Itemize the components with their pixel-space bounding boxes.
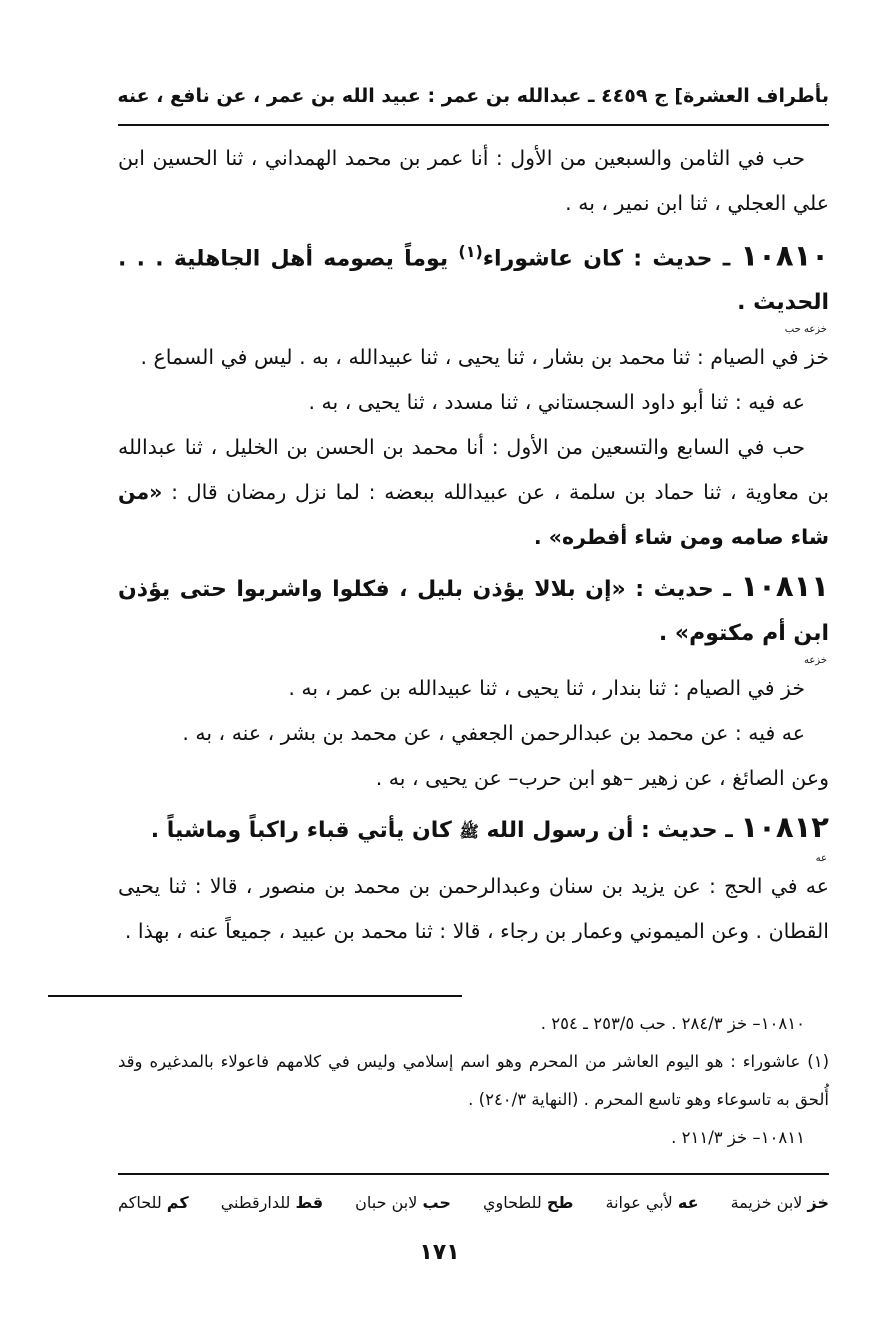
paragraph-ah-jufi: عه فيه : عن محمد بن عبدالرحمن الجعفي ، عن محمد بن بشر ، عنه ، به . (182, 721, 805, 746)
salawat-glyph: ﷺ (459, 822, 479, 842)
footnote-ashura: (١) عاشوراء : هو اليوم العاشر من المحرم وهو اسم إسلامي وليس في كلامهم فاعولاء بالمدغيره وقد أُلحق به تاسوعاء وهو تاسع المحرم . (النهاية ٢٤٠/٣) . (118, 1052, 829, 1109)
footnote-10811: ١٠٨١١– خز ٢١١/٣ . (671, 1128, 805, 1147)
paragraph-ah-hajj: عه في الحج : عن يزيد بن سنان وعبدالرحمن بن محمد بن منصور ، قالا : ثنا يحيى القطان . وعن الميموني وعمار بن رجاء ، قالا : ثنا محمد بن عبيد ، جميعاً عنه ، بهذا . (118, 874, 829, 944)
footnotes (118, 1005, 829, 1157)
header-rule (118, 124, 829, 126)
header-volume: بأطراف العشرة] ج ٩ (635, 85, 829, 107)
key-item: خز لابن خزيمة (730, 1192, 829, 1212)
paragraph-khz-siyam: خز في الصيام : ثنا محمد بن بشار ، ثنا يحيى ، ثنا عبيدالله ، به . ليس في السماع . (140, 345, 829, 370)
hadith-text: ـ حديث : كان عاشوراء (482, 246, 731, 272)
key-item: عه لأبي عوانة (605, 1192, 699, 1212)
paragraph-hib-97 (118, 425, 829, 560)
paragraph-text: حب في السابع والتسعين من الأول : أنا محمد بن الحسن بن الخليل ، ثنا عبدالله بن معاوية ، ثنا حماد بن سلمة ، عن عبيدالله ببعضه : لما نزل رمضان قال : (118, 435, 829, 505)
source-symbols: عه (815, 853, 827, 865)
hadith-number: ١٠٨١٢ (740, 810, 829, 845)
key-item: كم للحاكم (118, 1192, 189, 1212)
hadith-number: ١٠٨١١ (740, 569, 829, 604)
hadith-10810-heading (118, 230, 829, 335)
hadith-text: يوماً يصومه أهل الجاهلية . . . الحديث . (118, 246, 829, 316)
footnote-10810: ١٠٨١٠– خز ٢٨٤/٣ . حب ٢٥٣/٥ ـ ٢٥٤ . (540, 1014, 805, 1033)
hadith-text: ـ حديث : أن رسول الله (486, 818, 733, 844)
paragraph-ah-fihi: عه فيه : ثنا أبو داود السجستاني ، ثنا مسدد ، ثنا يحيى ، به . (308, 390, 805, 415)
key-item: طح للطحاوي (482, 1192, 574, 1212)
paragraph-hib-78: حب في الثامن والسبعين من الأول : أنا عمر بن محمد الهمداني ، ثنا الحسين ابن علي العجلي ، ثنا ابن نمير ، به . (118, 146, 829, 215)
hadith-text: ـ حديث : «إن بلالا يؤذن بليل ، فكلوا واشربوا حتى يؤذن ابن أم مكتوم» . (118, 577, 829, 647)
hadith-text: كان يأتي قباء راكباً وماشياً . (150, 818, 452, 844)
paragraph-saigh: وعن الصائغ ، عن زهير –هو ابن حرب– عن يحيى ، به . (375, 766, 829, 791)
running-header (118, 78, 829, 114)
footnote-rule (48, 995, 462, 997)
hadith-10812-heading (118, 805, 829, 864)
key-item: حب لابن حبان (355, 1192, 451, 1212)
key-rule (118, 1173, 829, 1175)
key-item: قط للدارقطني (220, 1192, 324, 1212)
header-chapter: ٤٤٥ ـ عبدالله بن عمر : عبيد الله بن عمر ، عن نافع ، عنه (117, 85, 636, 107)
footnote-marker: (١) (458, 242, 483, 261)
hadith-10811-heading (118, 564, 829, 666)
source-symbols: خزعه حب (784, 324, 827, 336)
symbols-key (118, 1182, 829, 1222)
page-number: ١٧١ (419, 1240, 460, 1265)
main-text (118, 136, 829, 954)
hadith-quote: «من شاء صامه ومن شاء أفطره» . (118, 480, 829, 550)
paragraph-khz-bundar: خز في الصيام : ثنا بندار ، ثنا يحيى ، ثنا عبيدالله بن عمر ، به . (288, 676, 805, 701)
source-symbols: خزعه (803, 655, 827, 667)
hadith-number: ١٠٨١٠ (740, 238, 829, 273)
